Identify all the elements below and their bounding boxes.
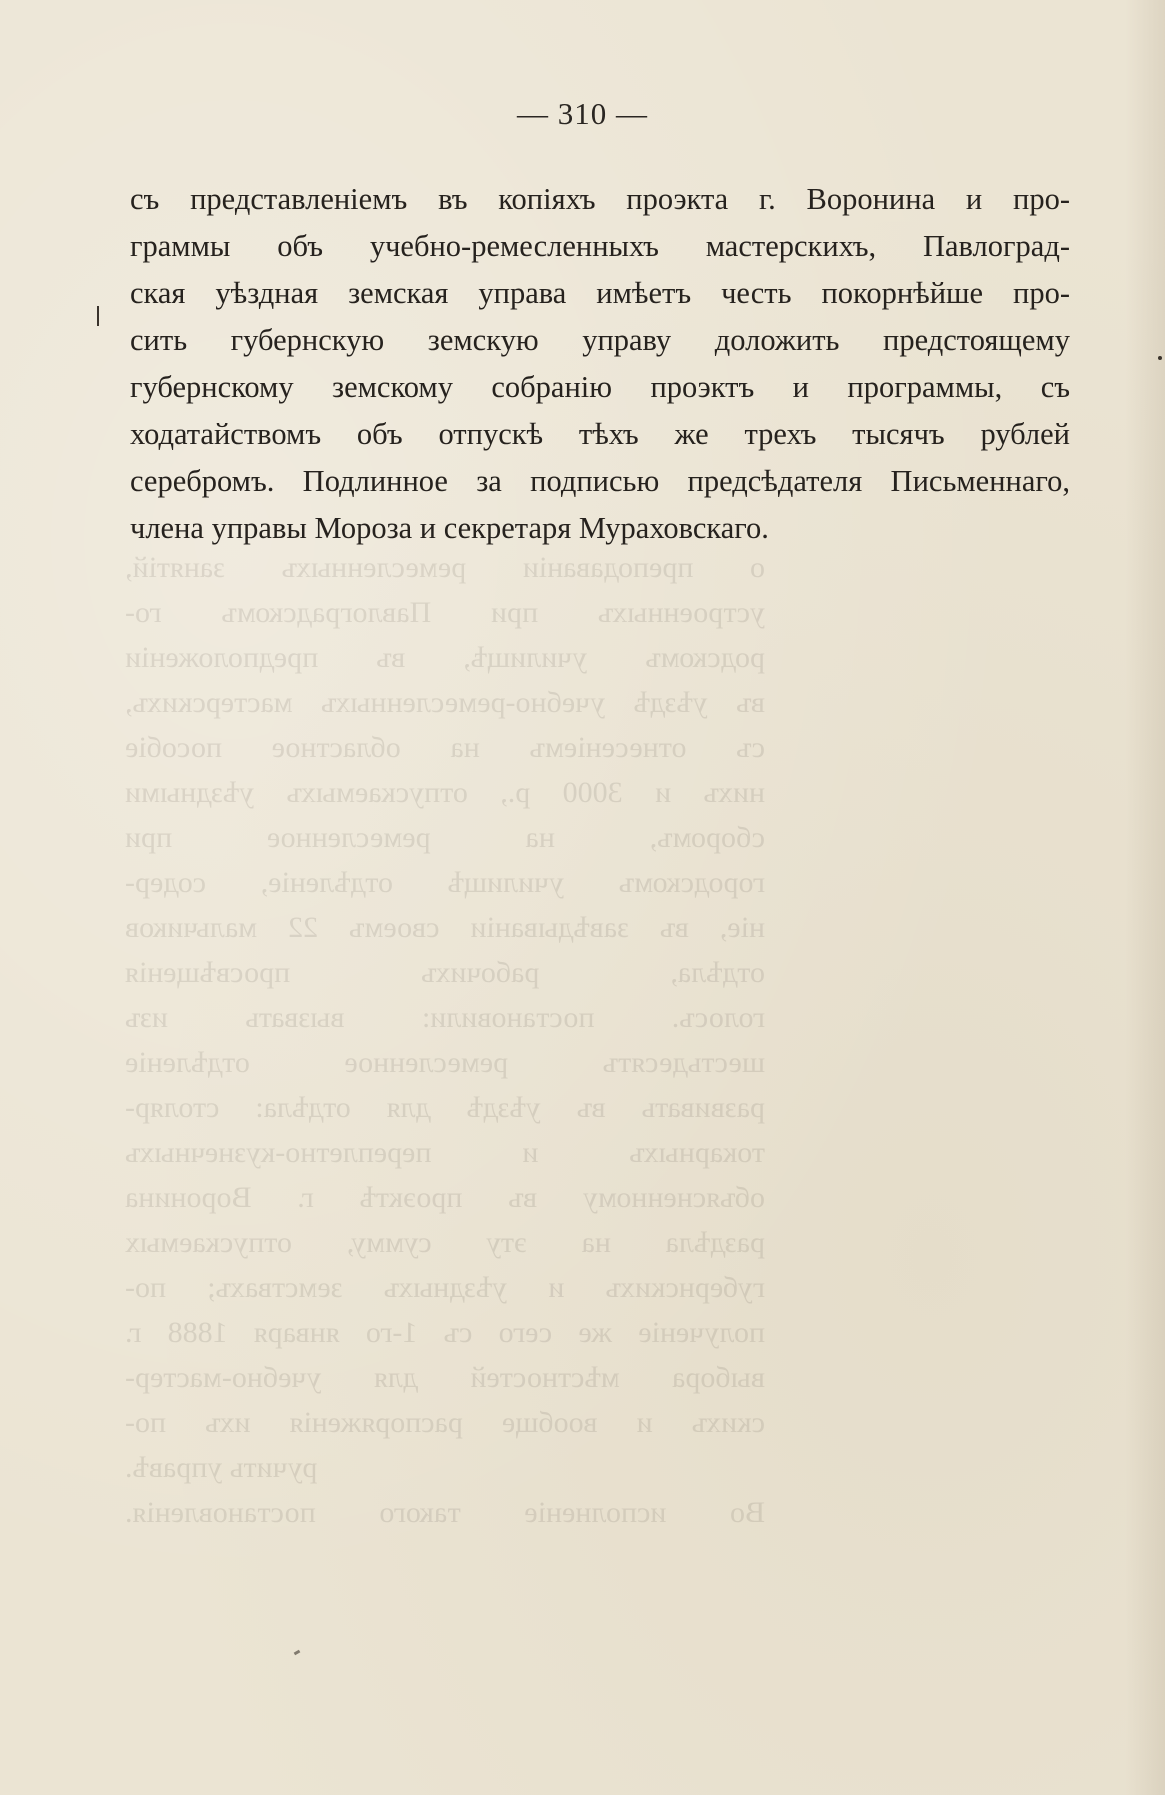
bleed-line: родскомъ училищѣ, въ предположеніи bbox=[125, 641, 765, 674]
bleed-line: сборомъ, на ремесленное при bbox=[125, 821, 765, 854]
bleed-line: устроенныхъ при Павлоградскомъ го- bbox=[125, 596, 765, 629]
bleed-line: объясненному въ проэктѣ г. Воронина bbox=[125, 1181, 765, 1214]
bleed-line: развивать въ уѣздѣ для отдѣла: столяр- bbox=[125, 1091, 765, 1124]
bleed-line: ручить управѣ. bbox=[125, 1451, 318, 1484]
text-line: серебромъ. Подлинное за подписью предсѣдателя Письменнаго, bbox=[130, 464, 1070, 498]
bleed-line: скихъ и вообще распоряженія ихъ по- bbox=[125, 1406, 765, 1439]
bleed-line: ніе, въ завѣдываніи своемъ 22 мальчиков bbox=[125, 911, 765, 944]
bleed-through-text bbox=[125, 545, 765, 1535]
margin-dot bbox=[1158, 356, 1162, 360]
bleed-line: шестьдесятъ ремесленное отдѣленіе bbox=[125, 1046, 765, 1079]
bleed-line: въ уѣздѣ учебно-ремесленныхъ мастерскихъ, bbox=[125, 686, 765, 719]
bleed-line: раздѣла на эту сумму, отпускаемых bbox=[125, 1226, 765, 1259]
text-line: члена управы Мороза и секретаря Мураховскаго. bbox=[130, 511, 769, 545]
bleed-line: о преподаваніи ремесленныхъ занятій, bbox=[125, 551, 765, 584]
bleed-line: голосъ. постановили: вызвать изъ bbox=[125, 1001, 765, 1034]
text-line: ходатайствомъ объ отпускѣ тѣхъ же трехъ тысячъ рублей bbox=[130, 417, 1070, 451]
bleed-line: полученіе же сего съ 1-го января 1888 г. bbox=[125, 1316, 765, 1349]
page-number: — 310 — bbox=[517, 96, 648, 131]
text-line: сить губернскую земскую управу доложить предстоящему bbox=[130, 323, 1070, 357]
page-edge-shadow bbox=[1125, 0, 1165, 1795]
text-line: граммы объ учебно-ремесленныхъ мастерскихъ, Павлоград- bbox=[130, 229, 1070, 263]
stray-mark bbox=[294, 1650, 301, 1656]
margin-mark bbox=[97, 306, 99, 326]
bleed-line: съ отнесеніемъ на областное пособіе bbox=[125, 731, 765, 764]
text-line: ская уѣздная земская управа имѣетъ честь покорнѣйше про- bbox=[130, 276, 1070, 310]
text-line: съ представленіемъ въ копіяхъ проэкта г. Воронина и про- bbox=[130, 182, 1070, 216]
bleed-line: выбора мѣстностей для учебно-мастер- bbox=[125, 1361, 765, 1394]
bleed-line: отдѣла, рабочихъ просвѣщенія bbox=[125, 956, 765, 989]
bleed-line: нихъ и 3000 р., отпускаемыхъ уѣздными bbox=[125, 776, 765, 809]
body-paragraph bbox=[130, 176, 1070, 552]
bleed-line: губернскихъ и уѣздныхъ земствахъ; по- bbox=[125, 1271, 765, 1304]
text-line: губернскому земскому собранію проэктъ и программы, съ bbox=[130, 370, 1070, 404]
bleed-line: городскомъ училищѣ отдѣленіе, содер- bbox=[125, 866, 765, 899]
bleed-line: токарныхъ и переплетно-кузнечныхъ bbox=[125, 1136, 765, 1169]
bleed-line: Во исполненіе такого постановленія. bbox=[125, 1496, 765, 1529]
